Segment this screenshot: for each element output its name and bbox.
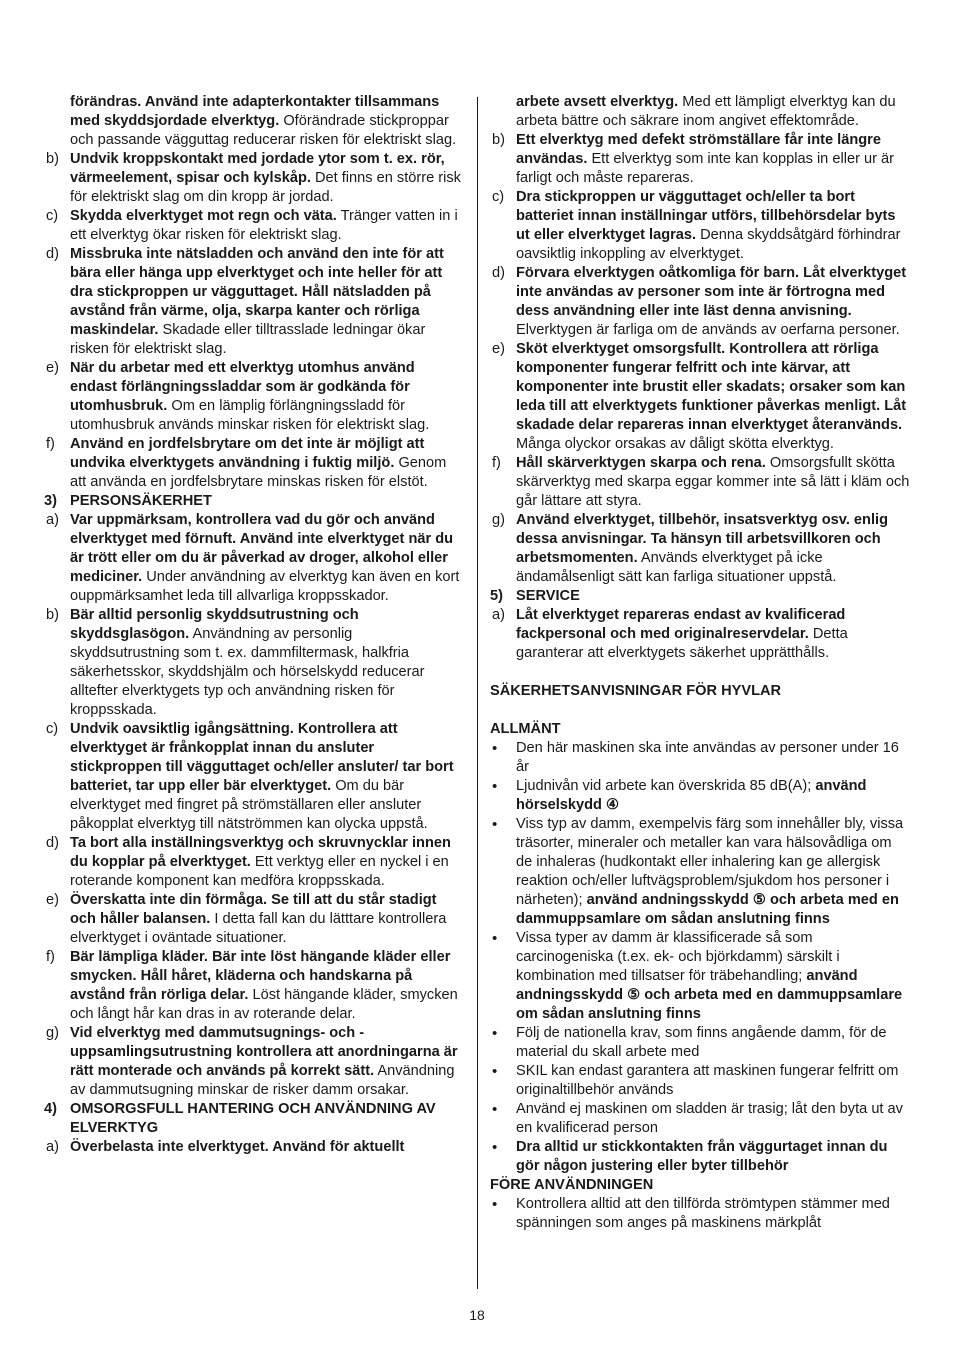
bullet-item bbox=[490, 929, 910, 1024]
item-bold-text: Bär alltid personlig skyddsutrustning och skyddsglasögon. bbox=[70, 607, 359, 642]
item-label: a) bbox=[46, 1139, 59, 1155]
section-title: SERVICE bbox=[516, 588, 580, 604]
item-label: d) bbox=[46, 246, 59, 262]
item-label: d) bbox=[46, 835, 59, 851]
list-item-4e bbox=[490, 340, 910, 454]
column-divider bbox=[477, 97, 478, 1289]
section-number: 5) bbox=[490, 588, 503, 604]
list-item-2d bbox=[44, 245, 464, 359]
item-text: Om du bär elverktyget med fingret på strömställaren eller ansluter påkopplat elverktyg till nätströmmen kan olycka uppstå. bbox=[70, 778, 428, 832]
item-text: Ett elverktyg som inte kan kopplas in eller ur är farligt och måste repareras. bbox=[516, 151, 894, 186]
item-label: b) bbox=[492, 132, 505, 148]
item-label: g) bbox=[492, 512, 505, 528]
item-label: f) bbox=[46, 436, 55, 452]
item-text: Om en lämplig förlängningssladd för utomhusbruk används minskar risken för elektriskt slag. bbox=[70, 398, 430, 433]
bullet-bold-text: använd andningsskydd ⑤ och arbeta med en dammuppsamlare om sådan anslutning finns bbox=[516, 892, 899, 927]
item-text: Omsorgsfullt skötta skärverktyg med skarpa eggar kommer inte så lätt i kläm och går lättare att styra. bbox=[516, 455, 910, 509]
item-bold-text: Vid elverktyg med dammutsugnings- och -uppsamlingsutrustning kontrollera att anordningarna är rätt monterade och används på korrekt sätt. bbox=[70, 1025, 458, 1079]
item-bold-text: Förvara elverktygen oåtkomliga för barn. Låt elverktyget inte användas av personer som inte är förtrogna med dess användning eller inte läst denna anvisning. bbox=[516, 265, 907, 319]
bullet-item bbox=[490, 815, 910, 929]
list-item-2e bbox=[44, 359, 464, 435]
section-title: PERSONSÄKERHET bbox=[70, 493, 212, 509]
bullet-icon: • bbox=[492, 1101, 498, 1118]
item-text: Det finns en större risk för elektriskt slag om din kropp är jordad. bbox=[70, 170, 461, 205]
list-item-3a bbox=[44, 511, 464, 606]
list-item-4a bbox=[44, 1138, 464, 1157]
section-heading-3 bbox=[44, 492, 464, 511]
bullet-text: Ljudnivån vid arbete kan överskrida 85 dB(A); bbox=[516, 778, 816, 794]
item-bold-text: Håll skärverktygen skarpa och rena. bbox=[516, 455, 766, 471]
left-column bbox=[44, 93, 464, 1157]
continued-paragraph bbox=[490, 93, 910, 131]
item-bold-text: Var uppmärksam, kontrollera vad du gör och använd elverktyget med förnuft. Använd inte elverktyget när du är trött eller om du är påverkad av droger, alkohol eller mediciner. bbox=[70, 512, 454, 585]
item-text: Användning av dammutsugning minskar de risker damm orsakar. bbox=[70, 1063, 455, 1098]
item-label: f) bbox=[492, 455, 501, 471]
list-item-2c bbox=[44, 207, 464, 245]
bullet-text: Använd ej maskinen om sladden är trasig; låt den byta ut av en kvalificerad person bbox=[516, 1101, 903, 1136]
item-label: b) bbox=[46, 151, 59, 167]
list-item-3e bbox=[44, 891, 464, 948]
intro-text: Oförändrade stickproppar och passande vägguttag reducerar risken för elektriskt slag. bbox=[70, 113, 457, 148]
list-item-4c bbox=[490, 188, 910, 264]
bullet-item bbox=[490, 1100, 910, 1138]
item-text: Tränger vatten in i ett elverktyg ökar risken för elektriskt slag. bbox=[70, 208, 458, 243]
list-item-4f bbox=[490, 454, 910, 511]
item-text: Elverktygen är farliga om de används av oerfarna personer. bbox=[516, 322, 900, 338]
intro-paragraph bbox=[44, 93, 464, 150]
item-text: Detta garanterar att elverktygets säkerhet upprätthålls. bbox=[516, 626, 848, 661]
bullet-icon: • bbox=[492, 1196, 498, 1213]
item-text: Denna skyddsåtgärd förhindrar oavsiktlig inkoppling av elverktyget. bbox=[516, 227, 901, 262]
bullet-item bbox=[490, 739, 910, 777]
spacer bbox=[490, 663, 910, 682]
item-text: Löst hängande kläder, smycken och långt hår kan dras in av roterande delar. bbox=[70, 987, 458, 1022]
bullet-item bbox=[490, 777, 910, 815]
item-bold-text: Använd en jordfelsbrytare om det inte är möjligt att undvika elverktygets användning i fuktig miljö. bbox=[70, 436, 425, 471]
bullet-item bbox=[490, 1062, 910, 1100]
item-label: c) bbox=[46, 721, 59, 737]
item-bold-text: Undvik kroppskontakt med jordade ytor som t. ex. rör, värmeelement, spisar och kylskåp. bbox=[70, 151, 445, 186]
item-bold-text: När du arbetar med ett elverktyg utomhus använd endast förlängningssladdar som är godkända för utomhusbruk. bbox=[70, 360, 415, 414]
bullet-bold-text: använd andningsskydd ⑤ och arbeta med en dammuppsamlare om sådan anslutning finns bbox=[516, 968, 903, 1022]
item-label: e) bbox=[46, 892, 59, 908]
item-bold-text: Sköt elverktyget omsorgsfullt. Kontrollera att rörliga komponenter fungerar felfritt och inte kärvar, att komponenter inte brustit eller skadats; orsaker som kan leda till att elverktygets funktioner påverkas menligt. Låt skadade delar repareras innan elverktyget återanvänds. bbox=[516, 341, 907, 433]
item-label: g) bbox=[46, 1025, 59, 1041]
intro-bold-text: förändras. Använd inte adapterkontakter tillsammans med skyddsjordade elverktyg. bbox=[70, 94, 440, 129]
item-bold-text: Skydda elverktyget mot regn och väta. bbox=[70, 208, 337, 224]
item-label: f) bbox=[46, 949, 55, 965]
item-label: d) bbox=[492, 265, 505, 281]
item-label: b) bbox=[46, 607, 59, 623]
item-bold-text: Missbruka inte nätsladden och använd den inte för att bära eller hänga upp elverktyget och inte heller för att dra stickproppen ur vägguttaget. Håll nätsladden på avstånd från värme, olja, skarpa kanter och rörliga maskindelar. bbox=[70, 246, 444, 338]
spacer bbox=[490, 701, 910, 720]
section-number: 3) bbox=[44, 493, 57, 509]
item-bold-text: Låt elverktyget repareras endast av kvalificerad fackpersonal och med originalreservdelar. bbox=[516, 607, 846, 642]
list-item-2b bbox=[44, 150, 464, 207]
item-text: I detta fall kan du lätttare kontrollera elverktyget i oväntade situationer. bbox=[70, 911, 447, 946]
bullet-bold-text: använd hörselskydd ④ bbox=[516, 778, 867, 813]
heading-before-use: FÖRE ANVÄNDNINGEN bbox=[490, 1177, 654, 1193]
bullet-icon: • bbox=[492, 1063, 498, 1080]
bullet-bold-text: Dra alltid ur stickkontakten från väggurtaget innan du gör någon justering eller byter tillbehör bbox=[516, 1139, 888, 1174]
item-label: e) bbox=[492, 341, 505, 357]
bullet-text: Kontrollera alltid att den tillförda strömtypen stämmer med spänningen som anges på maskinens märkplåt bbox=[516, 1196, 890, 1231]
list-item-4d bbox=[490, 264, 910, 340]
item-text: Användning av personlig skyddsutrustning som t. ex. dammfiltermask, halkfria säkerhetsskor, skyddshjälm och hörselskydd reducerar alltefter elverktygets typ och användning risken för kroppsskada. bbox=[70, 626, 425, 718]
bullet-icon: • bbox=[492, 740, 498, 757]
bullet-icon: • bbox=[492, 930, 498, 947]
item-bold-text: Ta bort alla inställningsverktyg och skruvnycklar innen du kopplar på elverktyget. bbox=[70, 835, 451, 870]
intro-text: Med ett lämpligt elverktyg kan du arbeta bättre och säkrare inom angivet effektområde. bbox=[516, 94, 896, 129]
intro-bold-text: arbete avsett elverktyg. bbox=[516, 94, 679, 110]
bullet-text: Följ de nationella krav, som finns angående damm, för de material du skall arbete med bbox=[516, 1025, 887, 1060]
item-label: c) bbox=[46, 208, 59, 224]
heading-planer-safety: SÄKERHETSANVISNINGAR FÖR HYVLAR bbox=[490, 683, 782, 699]
bullet-item bbox=[490, 1195, 910, 1233]
bullet-text: Den här maskinen ska inte användas av personer under 16 år bbox=[516, 740, 899, 775]
page-number: 18 bbox=[469, 1307, 485, 1323]
item-bold-text: Undvik oavsiktlig igångsättning. Kontrollera att elverktyget är frånkopplat innan du ansluter stickproppen till vägguttaget och/eller ansluter/ tar bort batteriet, tar upp eller bär elverktyget. bbox=[70, 721, 454, 794]
item-label: e) bbox=[46, 360, 59, 376]
list-item-3f bbox=[44, 948, 464, 1024]
bullet-icon: • bbox=[492, 778, 498, 795]
item-bold-text: Överbelasta inte elverktyget. Använd för aktuellt bbox=[70, 1139, 405, 1155]
bullet-text: SKIL kan endast garantera att maskinen fungerar felfritt om originaltillbehör används bbox=[516, 1063, 899, 1098]
item-bold-text: Bär lämpliga kläder. Bär inte löst hängande kläder eller smycken. Håll håret, kläderna och handskarna på avstånd från rörliga delar. bbox=[70, 949, 451, 1003]
list-item-3g bbox=[44, 1024, 464, 1100]
item-text: Genom att använda en jordfelsbrytare minskas risken för elstöt. bbox=[70, 455, 447, 490]
section-number: 4) bbox=[44, 1101, 57, 1117]
bullet-item bbox=[490, 1138, 910, 1176]
bullet-text: Viss typ av damm, exempelvis färg som innehåller bly, vissa träsorter, mineraler och metaller kan vara hälsovådliga om de inhaleras (hudkontakt eller inhalering kan ge allergisk reaktion och/eller luftvägsproblem/sjukdom hos personer i närheten); bbox=[516, 816, 904, 908]
list-item-3d bbox=[44, 834, 464, 891]
list-item-2f bbox=[44, 435, 464, 492]
bullet-icon: • bbox=[492, 1139, 498, 1156]
item-text: Många olyckor orsakas av dåligt skötta elverktyg. bbox=[516, 436, 834, 452]
section-title: OMSORGSFULL HANTERING OCH ANVÄNDNING AV ELVERKTYG bbox=[70, 1101, 436, 1136]
list-item-3b bbox=[44, 606, 464, 720]
right-column bbox=[490, 93, 910, 1233]
bullet-icon: • bbox=[492, 1025, 498, 1042]
list-item-3c bbox=[44, 720, 464, 834]
heading-general: ALLMÄNT bbox=[490, 721, 561, 737]
item-text: Ett verktyg eller en nyckel i en roterande komponent kan medföra kroppsskada. bbox=[70, 854, 449, 889]
item-bold-text: Dra stickproppen ur vägguttaget och/eller ta bort batteriet innan inställningar utförs, tillbehörsdelar byts ut eller elverktyget lagras. bbox=[516, 189, 896, 243]
section-heading-4 bbox=[44, 1100, 464, 1138]
list-item-4g bbox=[490, 511, 910, 587]
item-text: Under användning av elverktyg kan även en kort ouppmärksamhet leda till allvarliga kroppsskador. bbox=[70, 569, 460, 604]
item-label: a) bbox=[46, 512, 59, 528]
item-text: Används elverktyget på icke ändamålsenligt sätt kan farliga situationer uppstå. bbox=[516, 550, 837, 585]
item-text: Skadade eller tilltrasslade ledningar ökar risken för elektriskt slag. bbox=[70, 322, 426, 357]
item-bold-text: Överskatta inte din förmåga. Se till att du står stadigt och håller balansen. bbox=[70, 892, 437, 927]
list-item-4b bbox=[490, 131, 910, 188]
bullet-text: Vissa typer av damm är klassificerade så som carcinogeniska (t.ex. ek- och björkdamm) särskilt i kombination med tillsatser för träbehandling; bbox=[516, 930, 840, 984]
item-label: a) bbox=[492, 607, 505, 623]
bullet-icon: • bbox=[492, 816, 498, 833]
bullet-item bbox=[490, 1024, 910, 1062]
item-bold-text: Ett elverktyg med defekt strömställare får inte längre användas. bbox=[516, 132, 881, 167]
section-heading-5 bbox=[490, 587, 910, 606]
item-bold-text: Använd elverktyget, tillbehör, insatsverktyg osv. enlig dessa anvisningar. Ta hänsyn till arbetsvillkoren och arbetsmomenten. bbox=[516, 512, 888, 566]
item-label: c) bbox=[492, 189, 505, 205]
list-item-5a bbox=[490, 606, 910, 663]
